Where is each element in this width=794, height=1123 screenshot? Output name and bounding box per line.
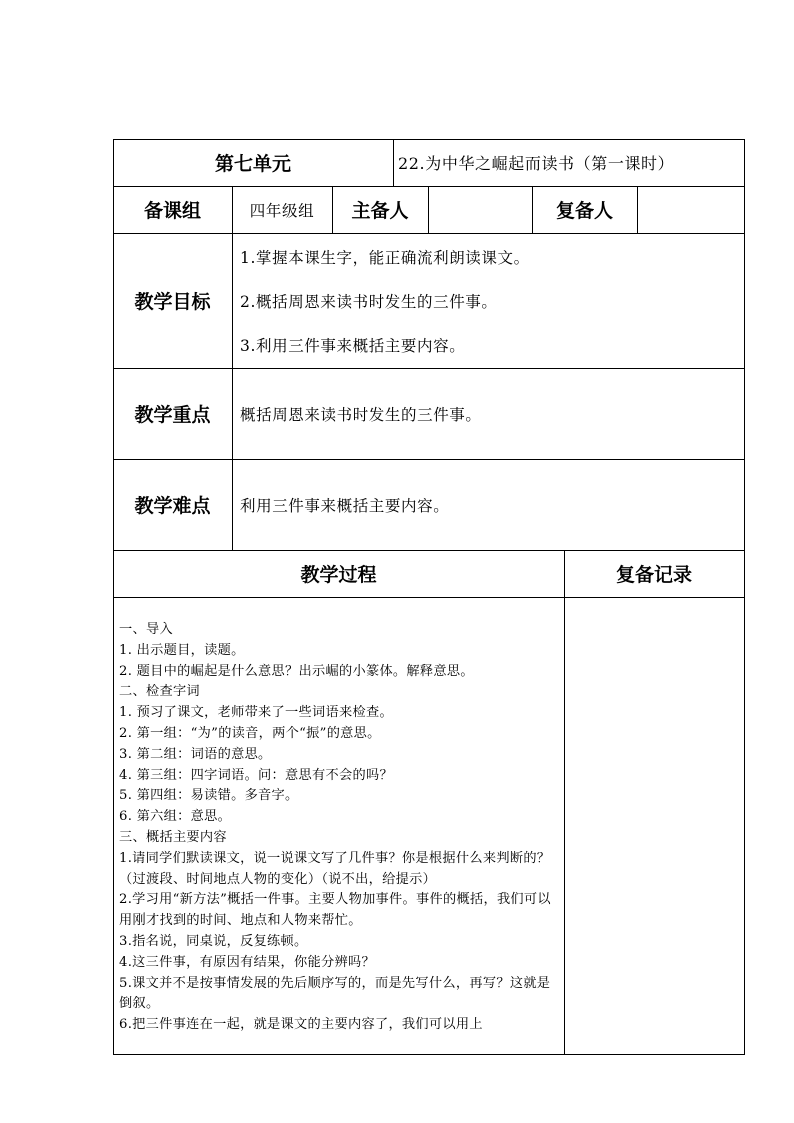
lesson-title: 22.为中华之崛起而读书（第一课时） bbox=[398, 154, 675, 173]
review-value bbox=[637, 186, 744, 233]
process-line: 5. 第四组：易读错。多音字。 bbox=[119, 788, 299, 804]
process-line: 1.请同学们默读课文，说一说课文写了几件事？你是根据什么来判断的？（过渡段、时间地点人物的变化）（说不出，给提示） bbox=[119, 850, 551, 887]
notes-area[interactable] bbox=[565, 598, 743, 1053]
process-line: 一、导入 bbox=[119, 622, 173, 637]
lead-value bbox=[428, 186, 532, 233]
goal-item: 1.掌握本课生字，能正确流利朗读课文。 bbox=[240, 249, 530, 267]
group-label: 备课组 bbox=[143, 200, 201, 222]
process-line: 2.学习用“新方法”概括一件事。主要人物加事件。事件的概括，我们可以用刚才找到的时间、地点和人物来帮忙。 bbox=[119, 892, 551, 929]
goals-list bbox=[240, 236, 740, 368]
process-line: 6.把三件事连在一起，就是课文的主要内容了，我们可以用上 bbox=[119, 1017, 483, 1033]
process-line: 5.课文并不是按事情发展的先后顺序写的，而是先写什么，再写？这就是倒叙。 bbox=[119, 975, 551, 1012]
focus-text: 概括周恩来读书时发生的三件事。 bbox=[240, 405, 482, 424]
process-line: 6. 第六组：意思。 bbox=[119, 809, 232, 825]
review-label: 复备人 bbox=[555, 200, 613, 222]
process-line: 3. 第二组：词语的意思。 bbox=[119, 746, 272, 762]
process-line: 3.指名说，同桌说，反复练顿。 bbox=[119, 933, 308, 949]
notes-label: 复备记录 bbox=[615, 564, 692, 586]
process-label: 教学过程 bbox=[300, 564, 377, 586]
difficulty-label: 教学难点 bbox=[134, 495, 211, 517]
process-line: 4.这三件事，有原因有结果，你能分辨吗？ bbox=[119, 954, 375, 970]
table-border-bottom bbox=[113, 1054, 744, 1055]
process-line: 三、概括主要内容 bbox=[119, 829, 227, 845]
goal-item: 3.利用三件事来概括主要内容。 bbox=[240, 337, 466, 355]
goal-item: 2.概括周恩来读书时发生的三件事。 bbox=[240, 293, 498, 311]
process-body bbox=[119, 620, 561, 1054]
goals-label: 教学目标 bbox=[134, 291, 211, 313]
table-border-right bbox=[744, 139, 745, 1055]
process-line: 4. 第三组：四字词语。问：意思有不会的吗？ bbox=[119, 767, 393, 783]
difficulty-text: 利用三件事来概括主要内容。 bbox=[240, 496, 450, 515]
table-rule bbox=[232, 186, 233, 550]
lead-label: 主备人 bbox=[351, 200, 409, 222]
process-line: 1. 出示题目，读题。 bbox=[119, 642, 245, 658]
process-line: 1. 预习了课文，老师带来了一些词语来检查。 bbox=[119, 705, 393, 721]
table-rule bbox=[393, 139, 394, 186]
process-line: 2. 题目中的崛起是什么意思？出示崛的小篆体。解释意思。 bbox=[119, 663, 474, 679]
unit-title: 第七单元 bbox=[214, 153, 291, 175]
process-line: 2. 第一组：“为”的读音，两个“振”的意思。 bbox=[119, 725, 381, 741]
focus-label: 教学重点 bbox=[134, 404, 211, 426]
group-value: 四年级组 bbox=[249, 201, 315, 220]
process-line: 二、检查字词 bbox=[119, 684, 200, 700]
